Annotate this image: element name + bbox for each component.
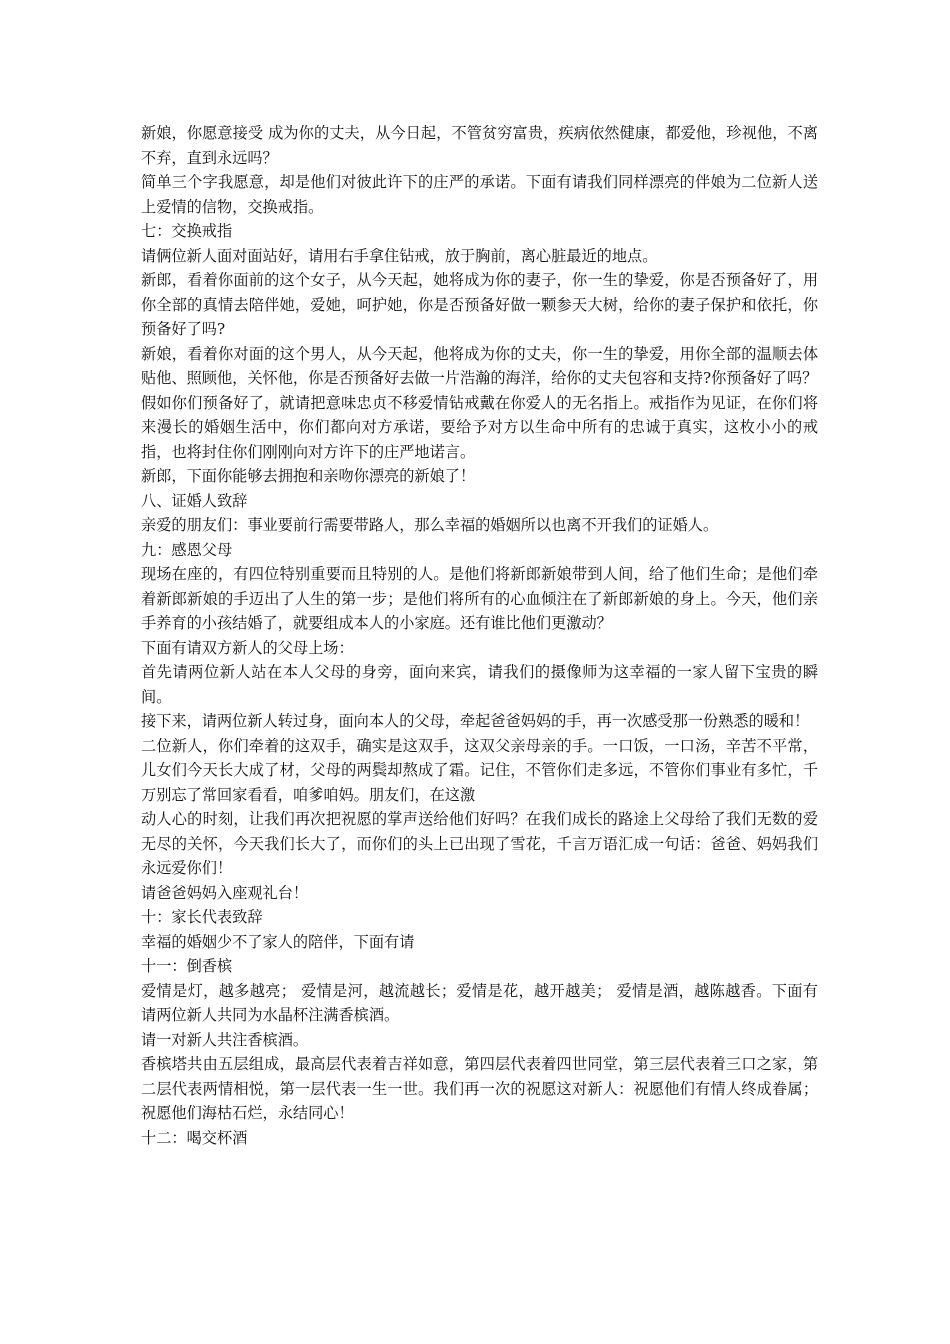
- paragraph-parents-hands: 二位新人，你们牵着的这双手，确实是这双手，这双父亲母亲的手。一口饭，一口汤，辛苦不平常，儿女们今天长大成了材，父母的两鬓却熬成了霜。记住，不管你们走多远，不管你们事业有多忙，千万别忘了常回家看看，咱爹咱妈。朋友们，在这激: [141, 736, 818, 804]
- paragraph-parents-seated: 请爸爸妈妈入座观礼台！: [141, 883, 309, 902]
- paragraph-family-photo: 首先请两位新人站在本人父母的身旁，面向来宾，请我们的摄像师为这幸福的一家人留下宝贵的瞬间。: [141, 663, 818, 706]
- paragraph-parents-intro: 现场在座的，有四位特别重要而且特别的人。是他们将新郎新娘带到人间，给了他们生命；是他们牵着新郎新娘的手迈出了人生的第一步；是他们将所有的心血倾注在了新郎新娘的身上。今天，他们亲手养育的小孩结婚了，就要组成本人的小家庭。还有谁比他们更激动？: [141, 565, 818, 632]
- paragraph-bride-vow: 新娘，你愿意接受 成为你的丈夫，从今日起，不管贫穷富贵，疾病依然健康，都爱他，珍视他，不离不弃，直到永远吗？: [141, 124, 818, 167]
- paragraph-family-speech: 幸福的婚姻少不了家人的陪伴，下面有请: [141, 932, 415, 951]
- paragraph-groom-question: 新郎，看着你面前的这个女子，从今天起，她将成为你的妻子，你一生的挚爱，你是否预备好了，用你全部的真情去陪伴她，爱她，呵护她，你是否预备好做一颗参天大树，给你的妻子保护和依托，你预备好了吗?: [141, 271, 818, 338]
- paragraph-pour-champagne: 请一对新人共注香槟酒。: [141, 1030, 309, 1049]
- document-body: [141, 121, 818, 1150]
- section-heading-pour-champagne: 十一：倒香槟: [141, 957, 233, 975]
- paragraph-love-metaphor: 爱情是灯，越多越亮； 爱情是河，越流越长；爱情是花，越开越美； 爱情是酒，越陈越香。下面有请两位新人共同为水晶杯注满香槟酒。: [141, 981, 818, 1024]
- paragraph-champagne-tower: 香槟塔共由五层组成，最高层代表着吉祥如意，第四层代表着四世同堂，第三层代表着三口之家，第二层代表两情相悦，第一层代表一生一世。我们再一次的祝愿这对新人：祝愿他们有情人终成眷属；祝愿他们海枯石烂，永结同心！: [141, 1055, 818, 1122]
- section-heading-witness-speech: 八、证婚人致辞: [141, 491, 248, 510]
- paragraph-bride-question: 新娘，看着你对面的这个男人，从今天起，他将成为你的丈夫，你一生的挚爱，用你全部的温顺去体贴他、照顾他，关怀他，你是否预备好去做一片浩瀚的海洋，给你的丈夫包容和支持?你预备好了吗？: [141, 344, 818, 387]
- section-heading-thank-parents: 九：感恩父母: [141, 540, 233, 559]
- paragraph-promise: 简单三个字我愿意，却是他们对彼此许下的庄严的承诺。下面有请我们同样漂亮的伴娘为二位新人送上爱情的信物，交换戒指。: [141, 173, 818, 216]
- paragraph-ring-instruction: 请俩位新人面对面站好，请用右手拿住钻戒，放于胸前，离心脏最近的地点。: [141, 246, 658, 265]
- paragraph-witness-intro: 亲爱的朋友们：事业要前行需要带路人，那么幸福的婚姻所以也离不开我们的证婚人。: [141, 516, 719, 534]
- section-heading-cross-cup-wine: 十二：喝交杯酒: [141, 1128, 248, 1147]
- paragraph-kiss-bride: 新郎，下面你能够去拥抱和亲吻你漂亮的新娘了！: [141, 467, 476, 485]
- paragraph-hold-hands: 接下来，请两位新人转过身，面向本人的父母，牵起爸爸妈妈的手，再一次感受那一份熟悉的暖和！: [141, 712, 810, 730]
- paragraph-applause: 动人心的时刻，让我们再次把祝愿的掌声送给他们好吗？在我们成长的路途上父母给了我们无数的爱无尽的关怀，今天我们长大了，而你们的头上已出现了雪花，千言万语汇成一句话：爸爸、妈妈我们永远爱你们！: [141, 810, 818, 877]
- section-heading-family-speech: 十：家长代表致辞: [141, 908, 263, 926]
- paragraph-parents-onstage: 下面有请双方新人的父母上场：: [141, 638, 354, 657]
- section-heading-exchange-rings: 七：交换戒指: [141, 222, 233, 240]
- paragraph-ring-witness: 假如你们预备好了，就请把意味忠贞不移爱情钻戒戴在你爱人的无名指上。戒指作为见证，在你们将来漫长的婚姻生活中，你们都向对方承诺，要给予对方以生命中所有的忠诚于真实，这枚小小的戒指，也将封住你们刚刚向对方许下的庄严地诺言。: [141, 393, 818, 461]
